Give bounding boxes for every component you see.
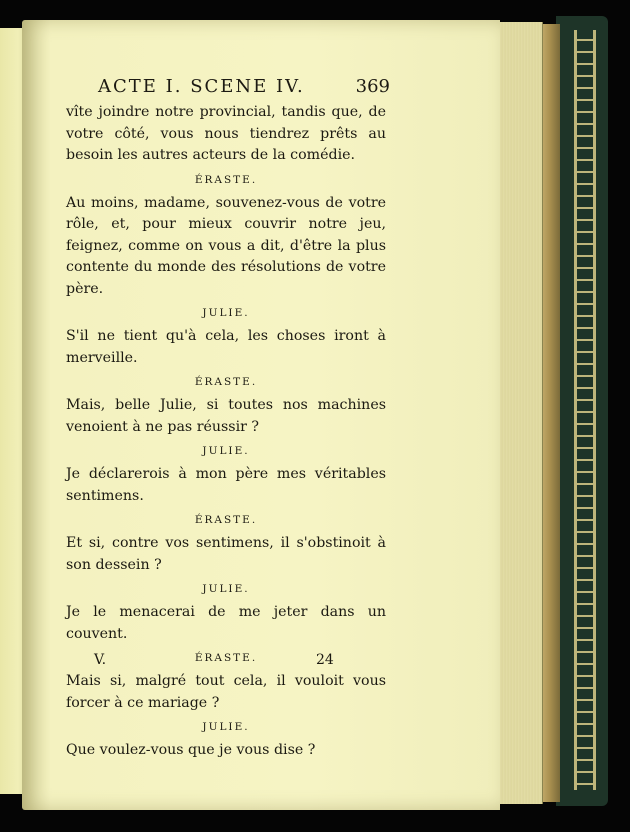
speaker-name: JULIE. <box>202 445 250 457</box>
dialogue-line: Je le menacerai de me jeter dans un couvent. <box>66 604 386 642</box>
dialogue-line: Que voulez-vous que je vous dise ? <box>66 742 316 758</box>
dialogue-line: Au moins, madame, souvenez-vous de votre rôle, et, pour mieux couvrir notre jeu, feignez, comme on vous a dit, d'être la plus contente du monde des résolutions de votre père. <box>66 194 386 297</box>
page-text <box>66 72 390 762</box>
gathering-number: 24 <box>316 652 334 668</box>
running-header <box>66 72 390 102</box>
dialogue-line: Mais, belle Julie, si toutes nos machines venoient à ne pas réussir ? <box>66 397 386 435</box>
dialogue-line: Mais si, malgré tout cela, il vouloit vous forcer à ce mariage ? <box>66 673 386 711</box>
spine-gilt-pattern <box>574 30 596 790</box>
dialogue-line: Je déclarerois à mon père mes véritables sentimens. <box>66 466 386 504</box>
speaker-name: JULIE. <box>202 721 250 733</box>
gilt-page-edges <box>540 24 560 802</box>
speaker-name: ÉRASTE. <box>194 376 258 388</box>
speaker-name: JULIE. <box>202 307 250 319</box>
signature-mark: V. <box>94 652 107 668</box>
speaker-name: ÉRASTE. <box>194 652 258 664</box>
running-title: ACTE I. SCENE IV. <box>98 76 305 97</box>
speaker-name: JULIE. <box>202 583 250 595</box>
dialogue-line: Et si, contre vos sentimens, il s'obstinoit à son dessein ? <box>66 535 386 573</box>
page-number: 369 <box>355 76 390 97</box>
speaker-name: ÉRASTE. <box>194 173 258 186</box>
page-block-edges <box>496 22 543 804</box>
speaker-name: ÉRASTE. <box>194 514 258 526</box>
dialogue <box>66 102 386 762</box>
dialogue-line: S'il ne tient qu'à cela, les choses iront à merveille. <box>66 328 386 366</box>
dialogue-line: vîte joindre notre provincial, tandis que, de votre côté, vous nous tiendrez prêts au besoin les autres acteurs de la comédie. <box>66 104 386 163</box>
